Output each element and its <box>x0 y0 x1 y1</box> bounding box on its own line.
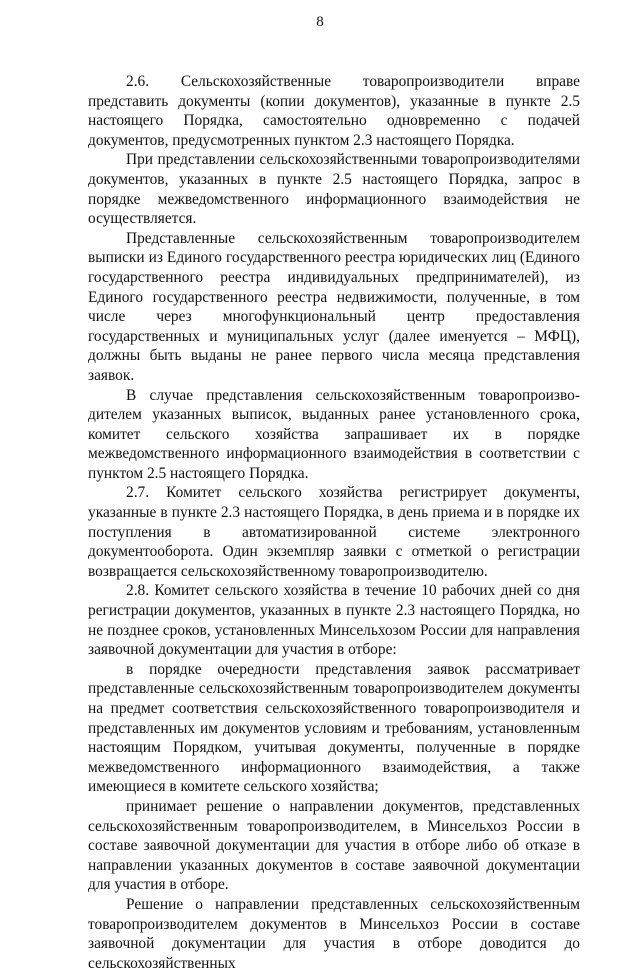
paragraph-no-request: При представлении сельскохозяйственными товаропроизводителями документов, указанных в пункте 2.5 настоящего Порядка, запрос в порядке межведомственного информационного взаимодействия не осуществляется. <box>88 151 580 228</box>
page-number: 8 <box>316 14 324 30</box>
paragraph-2-7: 2.7. Комитет сельского хозяйства регистрирует документы, указанные в пункте 2.3 настоящего Порядка, в день приема и в порядке их поступления в автоматизированной системе электронного документооборота. Один экземпляр заявки с отметкой о регистрации возвращается сельскохозяйственному товаропроизводителю. <box>88 484 580 580</box>
paragraph-extracts: Представленные сельскохозяйственным товаропроизводителем выписки из Единого государственного реестра юридических лиц (Единого государственного реестра индивидуальных предпринимателей), из Единого государственного реестра недвижимости, полученные, в том числе через многофункциональный центр предоставления государственных и муниципальных услуг (далее именуется – МФЦ), должны быть выданы не ранее первого числа месяца представления заявок. <box>88 229 580 384</box>
paragraph-notification: Решение о направлении представленных сельскохозяйственным товаропроизводителем документов в Минсельхоз России в составе заявочной документации для участия в отборе доводится до сельскохозяйственных <box>88 895 580 972</box>
paragraph-review: в порядке очередности представления заявок рассматривает представленные сельскохозяйственным товаропроизводителем документы на предмет соответствия сельскохозяйственного товаропроизводителя и представленных им документов условиям и требованиям, установленным настоящим Порядком, учитывая документы, полученные в порядке межведомственного информационного взаимодействия, а также имеющиеся в комитете сельского хозяйства; <box>88 660 580 796</box>
paragraph-2-6: 2.6. Сельскохозяйственные товаропроизводители вправе представить документы (копии документов), указанные в пункте 2.5 настоящего Порядка, самостоятельно одновременно с подачей документов, предусмотренных пунктом 2.3 настоящего Порядка. <box>88 73 580 149</box>
paragraph-2-8: 2.8. Комитет сельского хозяйства в течение 10 рабочих дней со дня регистрации документов, указанных в пункте 2.3 настоящего Порядка, но не позднее сроков, установленных Минсельхозом России для направления заявочной документации для участия в отборе: <box>88 582 580 659</box>
paragraph-expired-extracts: В случае представления сельскохозяйственным товаропроизводителем указанных выписок, выданных ранее установленного срока, комитет сельского хозяйства запрашивает их в порядке межведомственного информационного взаимодействия в соответствии с пунктом 2.5 настоящего Порядка. <box>88 386 580 482</box>
paragraph-decision: принимает решение о направлении документов, представленных сельскохозяйственным товаропроизводителем, в Минсельхоз России в составе заявочной документации для участия в отборе либо об отказе в направлении указанных документов в составе заявочной документации для участия в отборе. <box>88 797 580 894</box>
document-body <box>88 72 580 973</box>
